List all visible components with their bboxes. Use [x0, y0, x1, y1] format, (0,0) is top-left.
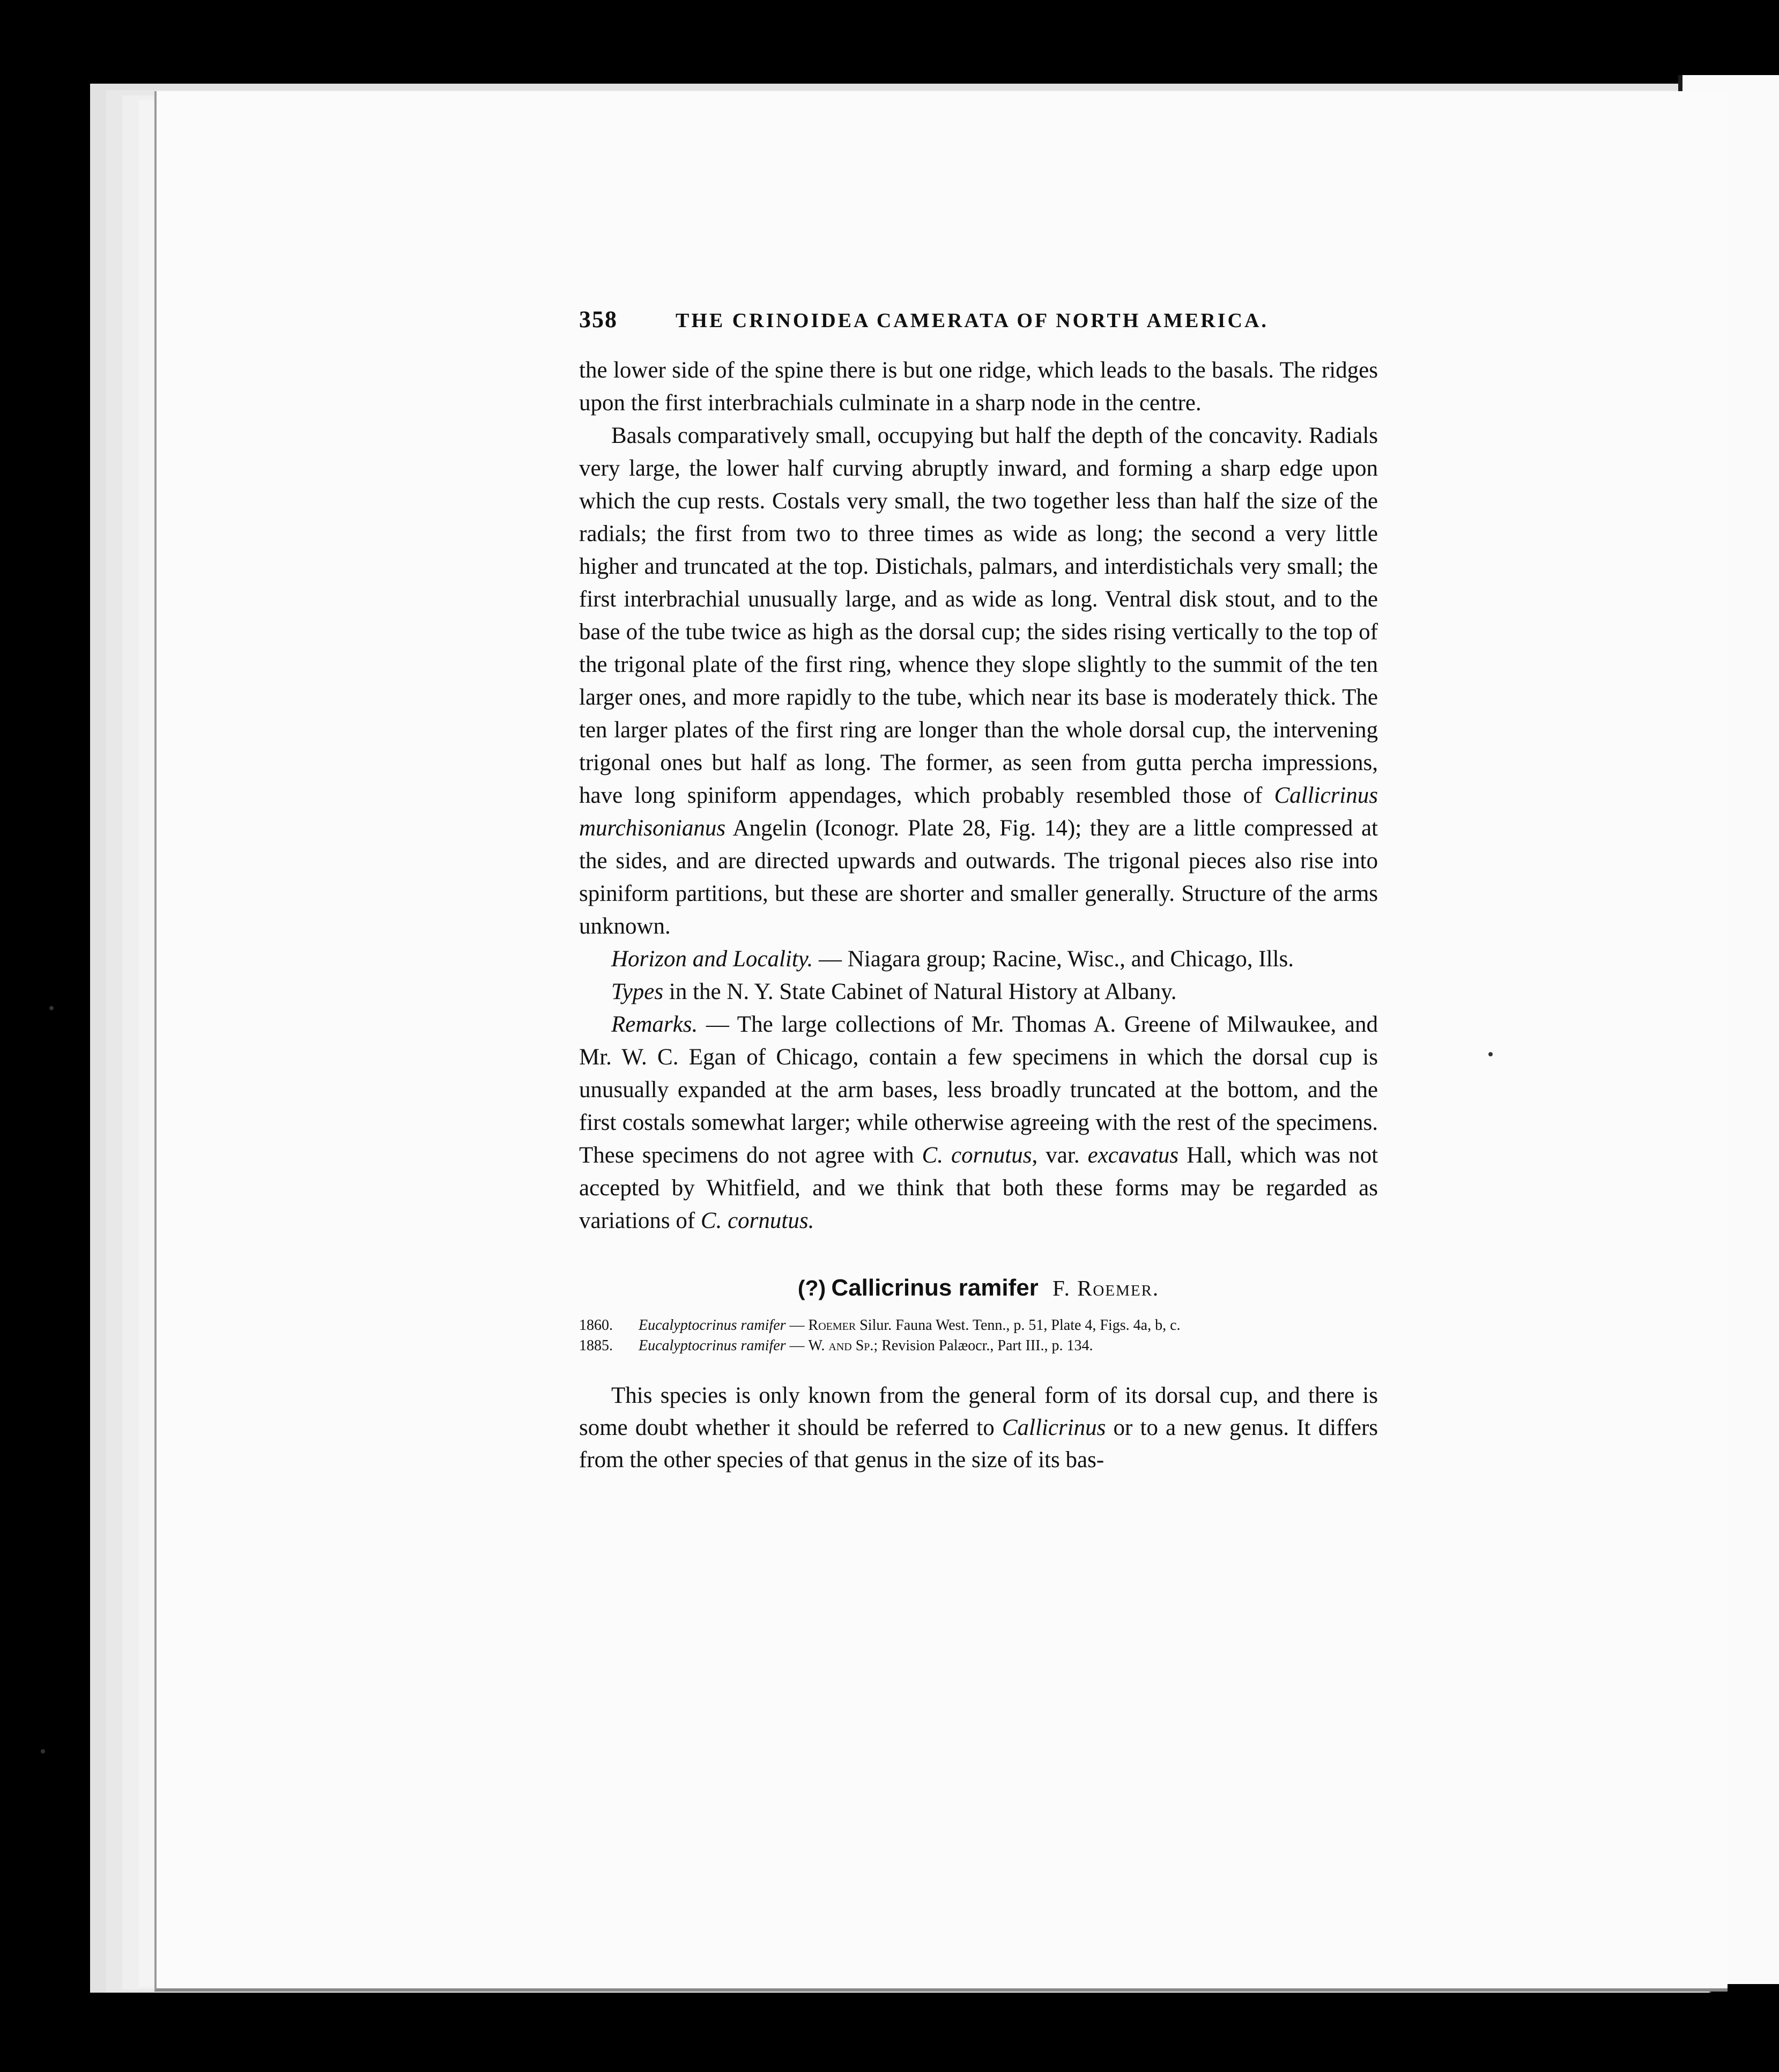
paragraph-text: the lower side of the spine there is but one ridge, which leads to the basals. The ridges upon the first interbrachials culminate in a sharp node in the centre. [579, 358, 1378, 416]
synonymy-citation: Silur. Fauna West. Tenn., p. 51, Plate 4, Figs. 4a, b, c. [859, 1317, 1181, 1334]
synonymy-year: 1885. [579, 1337, 613, 1354]
page-content [579, 306, 1378, 1476]
genus-name-italic: Callicrinus [1002, 1415, 1106, 1440]
synonymy-author: W. and Sp.; [808, 1337, 878, 1354]
synonymy-genus: Eucalyptocrinus ramifer [639, 1337, 786, 1354]
synonymy-citation: Revision Palæocr., Part III., p. 134. [881, 1337, 1093, 1354]
remarks-text: , var. [1032, 1143, 1080, 1168]
horizon-text: — Niagara group; Racine, Wisc., and Chicago, Ills. [819, 946, 1294, 972]
paragraph-remarks [579, 1008, 1378, 1237]
horizon-label: Horizon and Locality. [611, 946, 813, 972]
species-heading [579, 1275, 1378, 1301]
types-text: in the N. Y. State Cabinet of Natural History at Albany. [669, 979, 1177, 1004]
remarks-text: — The large collections of Mr. Thomas A. Greene of Milwaukee, and Mr. W. C. Egan of Chicago, contain a few specimens in which the dorsal cup is unusually expanded at the arm bases, less broadly truncated at the bottom, and the first costals somewhat larger; while otherwise agreeing with the rest of the specimens. These specimens do not agree with [579, 1012, 1378, 1168]
running-title: THE CRINOIDEA CAMERATA OF NORTH AMERICA. [676, 309, 1269, 332]
speck [1488, 1052, 1493, 1056]
species-name-italic: Callicrinus murchisonianus [579, 783, 1378, 841]
paragraph-text: Angelin (Iconogr. Plate 28, Fig. 14); they are a little compressed at the sides, and are directed upwards and outwards. The trigonal pieces also rise into spiniform partitions, but these are shorter and smaller generally. Structure of the arms unknown. [579, 816, 1378, 939]
species-heading-author: F. Roemer. [1052, 1276, 1160, 1300]
types-label: Types [611, 979, 664, 1004]
paragraph-horizon [579, 943, 1378, 975]
paragraph-continuation [579, 354, 1378, 419]
closing-text: This species is only known from the general form of its dorsal cup, and there is some doubt whether it should be referred to [579, 1383, 1378, 1440]
page-number: 358 [579, 306, 618, 332]
speck [49, 1006, 54, 1010]
species-query-mark: (?) [797, 1276, 826, 1300]
synonymy-list [579, 1315, 1378, 1356]
species-heading-name: Callicrinus ramifer [831, 1275, 1039, 1301]
remarks-label: Remarks. [611, 1012, 698, 1037]
synonymy-genus: Eucalyptocrinus ramifer [639, 1317, 786, 1334]
synonymy-author: Roemer [808, 1317, 856, 1334]
variety-name-italic: excavatus [1087, 1143, 1179, 1168]
synonymy-entry: 1885. Eucalyptocrinus ramifer — W. and Sp.; Revision Palæocr., Part III., p. 134. [579, 1336, 1378, 1356]
paragraph-types [579, 975, 1378, 1008]
remarks-text: Hall, which was not accepted by Whitfield, and we think that both these forms may be regarded as variations of [579, 1143, 1378, 1233]
speck [41, 1749, 45, 1753]
paragraph-closing [579, 1380, 1378, 1476]
paragraph-text: Basals comparatively small, occupying but half the depth of the concavity. Radials very large, the lower half curving abruptly inward, and forming a sharp edge upon which the cup rests. Costals very small, the two together less than half the size of the radials; the first from two to three times as wide as long; the second a very little higher and truncated at the top. Distichals, palmars, and interdistichals very small; the first interbrachial unusually large, and as wide as long. Ventral disk stout, and to the base of the tube twice as high as the dorsal cup; the sides rising vertically to the top of the trigonal plate of the first ring, whence they slope slightly to the summit of the ten larger ones, and more rapidly to the tube, which near its base is moderately thick. The ten larger plates of the first ring are longer than the whole dorsal cup, the intervening trigonal ones but half as long. The former, as seen from gutta percha impressions, have long spiniform appendages, which probably resembled those of [579, 423, 1378, 808]
species-name-italic: C. cornutus. [700, 1208, 814, 1233]
synonymy-year: 1860. [579, 1317, 613, 1334]
closing-text: or to a new genus. It differs from the other species of that genus in the size of its bas- [579, 1415, 1378, 1472]
paragraph-description [579, 419, 1378, 943]
running-header [579, 306, 1378, 354]
species-name-italic: C. cornutus [922, 1143, 1032, 1168]
synonymy-entry: 1860. Eucalyptocrinus ramifer — Roemer Silur. Fauna West. Tenn., p. 51, Plate 4, Figs. 4a, b, c. [579, 1315, 1378, 1336]
